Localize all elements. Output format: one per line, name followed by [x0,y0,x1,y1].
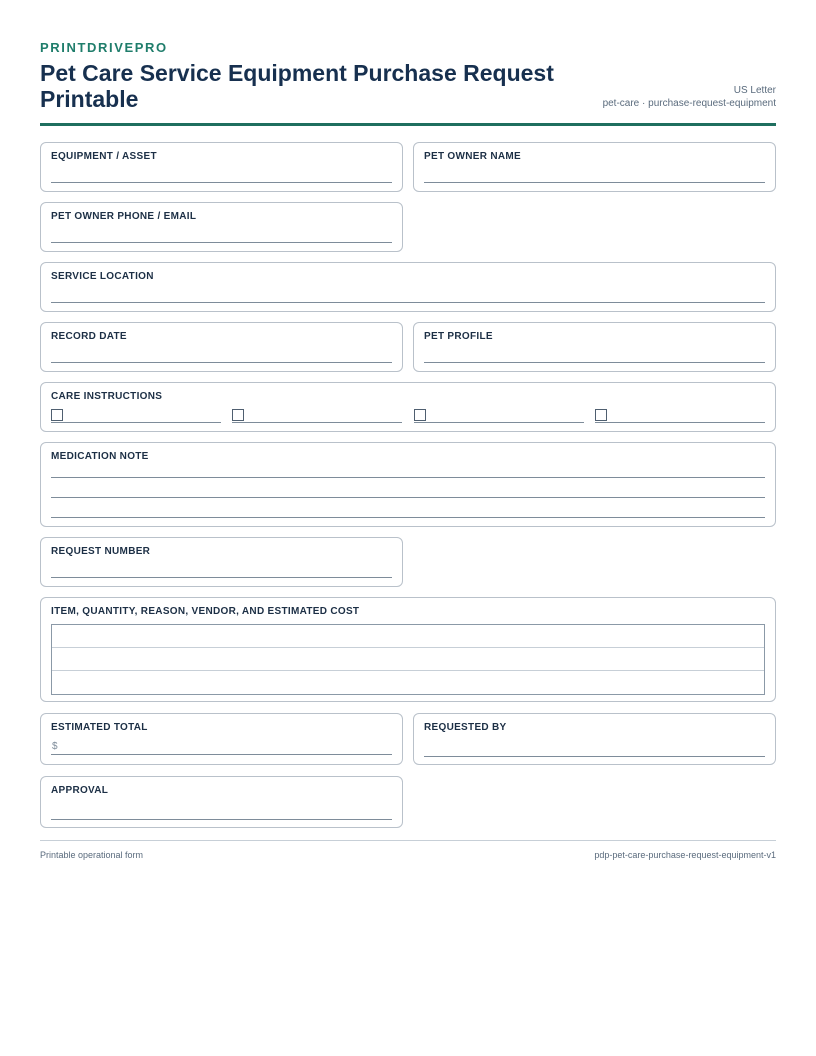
form-slug: pet-care · purchase-request-equipment [602,98,776,109]
request-number-label: REQUEST NUMBER [51,546,151,557]
checkbox[interactable] [232,409,244,421]
pet-owner-contact-label: PET OWNER PHONE / EMAIL [51,211,197,222]
medication-note-field [40,442,776,527]
table-row[interactable] [52,648,764,671]
pet-owner-name-label: PET OWNER NAME [424,151,521,162]
record-date-label: RECORD DATE [51,331,127,342]
brand-name: PRINTDRIVEPRO [40,40,168,55]
request-number-field [40,537,403,587]
record-date-field [40,322,403,372]
request-number-input-line[interactable] [51,577,392,578]
service-location-input-line[interactable] [51,302,765,303]
medication-note-line-2[interactable] [51,497,765,498]
approval-field [40,776,403,828]
service-location-label: SERVICE LOCATION [51,271,154,282]
pet-owner-name-field [413,142,776,192]
service-location-field [40,262,776,312]
care-option-line[interactable] [595,422,765,423]
medication-note-line-3[interactable] [51,517,765,518]
table-row[interactable] [52,625,764,648]
pet-owner-contact-field [40,202,403,252]
care-option-line[interactable] [51,422,221,423]
care-instructions-field [40,382,776,432]
care-option-line[interactable] [232,422,402,423]
pet-profile-input-line[interactable] [424,362,765,363]
medication-note-label: MEDICATION NOTE [51,451,149,462]
checkbox[interactable] [595,409,607,421]
currency-symbol: $ [52,741,58,752]
equipment-asset-input-line[interactable] [51,182,392,183]
header-meta [603,84,776,110]
care-option-2 [232,409,402,423]
pet-owner-contact-input-line[interactable] [51,242,392,243]
paper-size: US Letter [733,85,776,96]
form-footer [40,840,776,864]
estimated-total-field [40,713,403,765]
approval-label: APPROVAL [51,785,109,796]
items-table-label: ITEM, QUANTITY, REASON, VENDOR, AND ESTIMATED COST [51,606,360,617]
pet-profile-label: PET PROFILE [424,331,493,342]
equipment-asset-label: EQUIPMENT / ASSET [51,151,157,162]
care-option-line[interactable] [414,422,584,423]
checkbox[interactable] [51,409,63,421]
medication-note-line-1[interactable] [51,477,765,478]
care-option-1 [51,409,221,423]
care-instructions-label: CARE INSTRUCTIONS [51,391,163,402]
approval-input-line[interactable] [51,819,392,820]
pet-profile-field [413,322,776,372]
checkbox[interactable] [414,409,426,421]
requested-by-input-line[interactable] [424,756,765,757]
requested-by-field [413,713,776,765]
equipment-asset-field [40,142,403,192]
page-title: Pet Care Service Equipment Purchase Request Printable [40,60,554,112]
items-table-field [40,597,776,702]
requested-by-label: REQUESTED BY [424,722,507,733]
care-option-4 [595,409,765,423]
items-table-grid [51,624,765,695]
footer-description: Printable operational form [40,850,144,860]
care-option-3 [414,409,584,423]
record-date-input-line[interactable] [51,362,392,363]
pet-owner-name-input-line[interactable] [424,182,765,183]
estimated-total-label: ESTIMATED TOTAL [51,722,148,733]
form-header [40,40,776,126]
footer-form-id: pdp-pet-care-purchase-request-equipment-v1 [594,850,776,860]
table-row[interactable] [52,671,764,694]
estimated-total-input-line[interactable] [51,754,392,755]
